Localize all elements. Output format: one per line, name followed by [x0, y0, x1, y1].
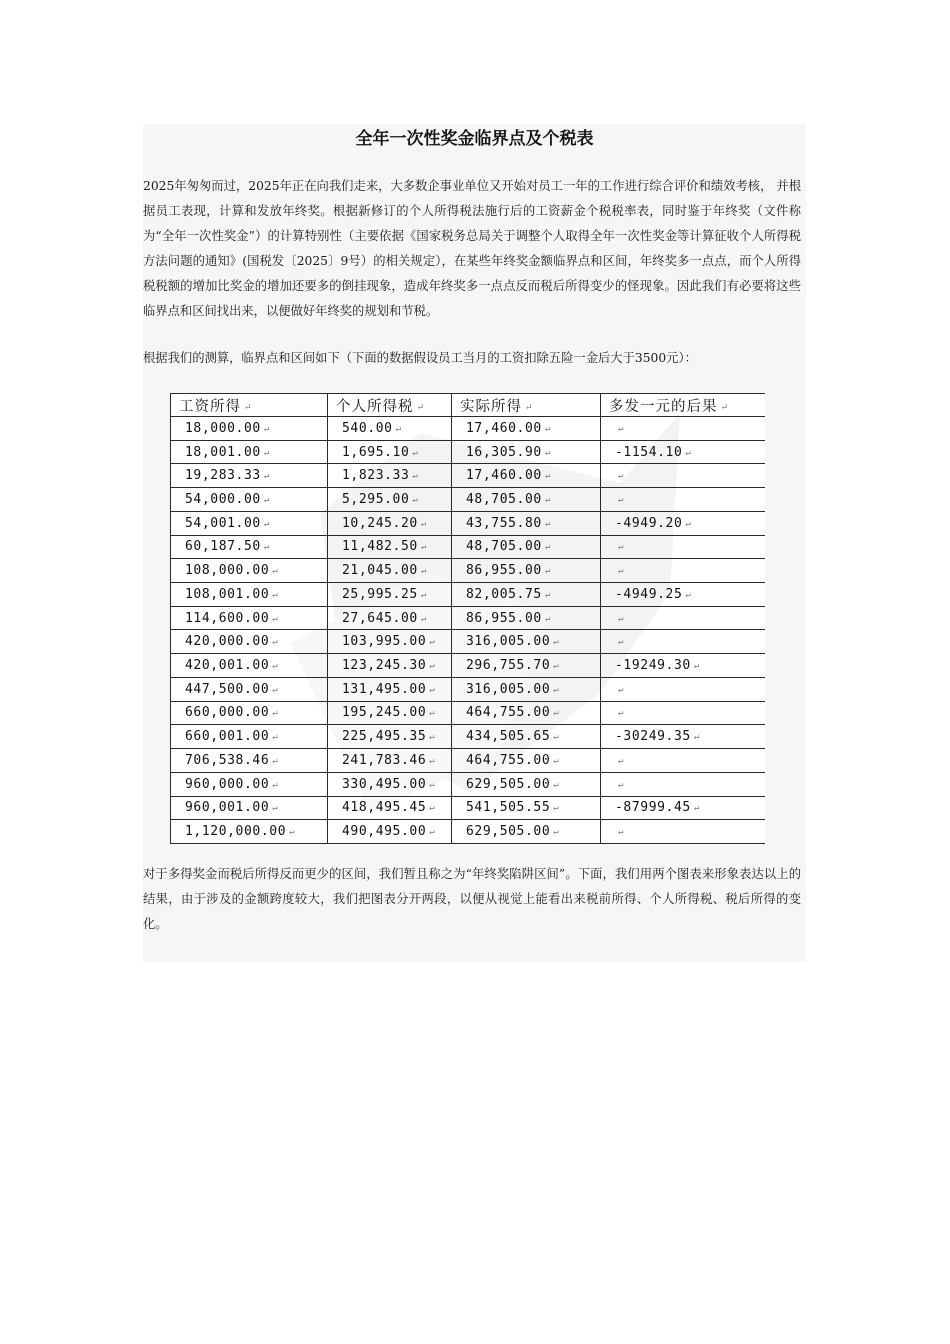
- cell-income-tax: 5,295.00 ↵: [328, 488, 452, 512]
- cell-income-tax: 241,783.46 ↵: [328, 749, 452, 773]
- cell-consequence: ↵: [601, 820, 766, 844]
- cell-salary: 960,001.00 ↵: [171, 796, 328, 820]
- cell-income-tax: 418,495.45 ↵: [328, 796, 452, 820]
- table-body: [171, 417, 766, 844]
- cell-net-income: 82,005.75 ↵: [452, 583, 601, 607]
- cell-net-income: 541,505.55 ↵: [452, 796, 601, 820]
- table-row: [171, 630, 766, 654]
- cell-salary: 706,538.46 ↵: [171, 749, 328, 773]
- cell-net-income: 629,505.00 ↵: [452, 820, 601, 844]
- table-row: [171, 559, 766, 583]
- cell-consequence: ↵: [601, 630, 766, 654]
- article-panel: [143, 124, 806, 962]
- header-salary: 工资所得 ↵: [171, 394, 328, 417]
- table-row: [171, 511, 766, 535]
- cell-salary: 660,001.00 ↵: [171, 725, 328, 749]
- cell-net-income: 17,460.00 ↵: [452, 417, 601, 441]
- cell-income-tax: 490,495.00 ↵: [328, 820, 452, 844]
- tax-table: [170, 393, 765, 844]
- cell-income-tax: 27,645.00 ↵: [328, 606, 452, 630]
- cell-consequence: ↵: [601, 677, 766, 701]
- table-row: [171, 464, 766, 488]
- table-row: [171, 417, 766, 441]
- page-title: 全年一次性奖金临界点及个税表: [355, 129, 594, 149]
- table-row: [171, 535, 766, 559]
- cell-salary: 54,000.00 ↵: [171, 488, 328, 512]
- table-row: [171, 488, 766, 512]
- table-row: [171, 725, 766, 749]
- cell-net-income: 629,505.00 ↵: [452, 772, 601, 796]
- cell-income-tax: 1,695.10 ↵: [328, 440, 452, 464]
- cell-income-tax: 330,495.00 ↵: [328, 772, 452, 796]
- cell-consequence: ↵: [601, 559, 766, 583]
- cell-income-tax: 131,495.00 ↵: [328, 677, 452, 701]
- cell-income-tax: 11,482.50 ↵: [328, 535, 452, 559]
- cell-net-income: 86,955.00 ↵: [452, 606, 601, 630]
- cell-salary: 114,600.00 ↵: [171, 606, 328, 630]
- cell-consequence: -1154.10 ↵: [601, 440, 766, 464]
- cell-income-tax: 25,995.25 ↵: [328, 583, 452, 607]
- cell-consequence: ↵: [601, 417, 766, 441]
- cell-income-tax: 103,995.00 ↵: [328, 630, 452, 654]
- cell-net-income: 434,505.65 ↵: [452, 725, 601, 749]
- cell-consequence: ↵: [601, 701, 766, 725]
- cell-consequence: ↵: [601, 772, 766, 796]
- table-row: [171, 583, 766, 607]
- table-row: [171, 606, 766, 630]
- table-row: [171, 654, 766, 678]
- table-row: [171, 701, 766, 725]
- cell-income-tax: 10,245.20 ↵: [328, 511, 452, 535]
- cell-consequence: -19249.30 ↵: [601, 654, 766, 678]
- cell-income-tax: 195,245.00 ↵: [328, 701, 452, 725]
- cell-consequence: -87999.45 ↵: [601, 796, 766, 820]
- cell-salary: 108,000.00 ↵: [171, 559, 328, 583]
- table-row: [171, 796, 766, 820]
- cell-salary: 54,001.00 ↵: [171, 511, 328, 535]
- cell-net-income: 16,305.90 ↵: [452, 440, 601, 464]
- outro-paragraph: 对于多得奖金而税后所得反而更少的区间，我们暂且称之为“年终奖陷阱区间”。下面，我们用两个图表来形象表达以上的结果，由于涉及的金额跨度较大，我们把图表分开两段，以便从视觉上能看出来税前所得、个人所得税、税后所得的变化。: [143, 867, 801, 931]
- cell-salary: 660,000.00 ↵: [171, 701, 328, 725]
- cell-salary: 1,120,000.00 ↵: [171, 820, 328, 844]
- cell-salary: 420,001.00 ↵: [171, 654, 328, 678]
- table-row: [171, 440, 766, 464]
- cell-consequence: ↵: [601, 488, 766, 512]
- cell-income-tax: 1,823.33 ↵: [328, 464, 452, 488]
- cell-net-income: 43,755.80 ↵: [452, 511, 601, 535]
- cell-income-tax: 225,495.35 ↵: [328, 725, 452, 749]
- cell-salary: 960,000.00 ↵: [171, 772, 328, 796]
- table-row: [171, 749, 766, 773]
- table-row: [171, 820, 766, 844]
- cell-income-tax: 540.00 ↵: [328, 417, 452, 441]
- cell-consequence: -4949.25 ↵: [601, 583, 766, 607]
- cell-net-income: 17,460.00 ↵: [452, 464, 601, 488]
- header-net-income: 实际所得 ↵: [452, 394, 601, 417]
- cell-net-income: 86,955.00 ↵: [452, 559, 601, 583]
- cell-income-tax: 21,045.00 ↵: [328, 559, 452, 583]
- cell-salary: 108,001.00 ↵: [171, 583, 328, 607]
- cell-net-income: 48,705.00 ↵: [452, 535, 601, 559]
- cell-net-income: 296,755.70 ↵: [452, 654, 601, 678]
- table-row: [171, 772, 766, 796]
- cell-salary: 19,283.33 ↵: [171, 464, 328, 488]
- cell-net-income: 316,005.00 ↵: [452, 630, 601, 654]
- tax-table-image: [170, 393, 765, 844]
- cell-consequence: ↵: [601, 606, 766, 630]
- table-header-row: [171, 394, 766, 417]
- cell-net-income: 464,755.00 ↵: [452, 749, 601, 773]
- cell-consequence: ↵: [601, 464, 766, 488]
- cell-consequence: -30249.35 ↵: [601, 725, 766, 749]
- method-paragraph: 根据我们的测算，临界点和区间如下（下面的数据假设员工当月的工资扣除五险一金后大于3500元）：: [143, 351, 697, 365]
- table-row: [171, 677, 766, 701]
- cell-consequence: -4949.20 ↵: [601, 511, 766, 535]
- cell-salary: 420,000.00 ↵: [171, 630, 328, 654]
- cell-consequence: ↵: [601, 535, 766, 559]
- cell-net-income: 48,705.00 ↵: [452, 488, 601, 512]
- cell-salary: 60,187.50 ↵: [171, 535, 328, 559]
- cell-consequence: ↵: [601, 749, 766, 773]
- cell-net-income: 464,755.00 ↵: [452, 701, 601, 725]
- cell-salary: 18,001.00 ↵: [171, 440, 328, 464]
- header-consequence: 多发一元的后果 ↵: [601, 394, 766, 417]
- cell-salary: 18,000.00 ↵: [171, 417, 328, 441]
- cell-net-income: 316,005.00 ↵: [452, 677, 601, 701]
- cell-income-tax: 123,245.30 ↵: [328, 654, 452, 678]
- header-income-tax: 个人所得税 ↵: [328, 394, 452, 417]
- intro-paragraph: 2025年匆匆而过，2025年正在向我们走来，大多数企事业单位又开始对员工一年的工作进行综合评价和绩效考核， 并根据员工表现，计算和发放年终奖。根据新修订的个人所得税法施行后的工资薪金个税税率表，同时鉴于年终奖（文件称为“全年一次性奖金”）的计算特别性（主要依据《国家税务总局关于调整个人取得全年一次性奖金等计算征收个人所得税方法问题的通知》(国税发〔2025〕9号）的相关规定），在某些年终奖金额临界点和区间，年终奖多一点点，而个人所得税税额的增加比奖金的增加还要多的倒挂现象，造成年终奖多一点点反而税后所得变少的怪现象。因此我们有必要将这些临界点和区间找出来，以便做好年终奖的规划和节税。: [143, 179, 801, 318]
- cell-salary: 447,500.00 ↵: [171, 677, 328, 701]
